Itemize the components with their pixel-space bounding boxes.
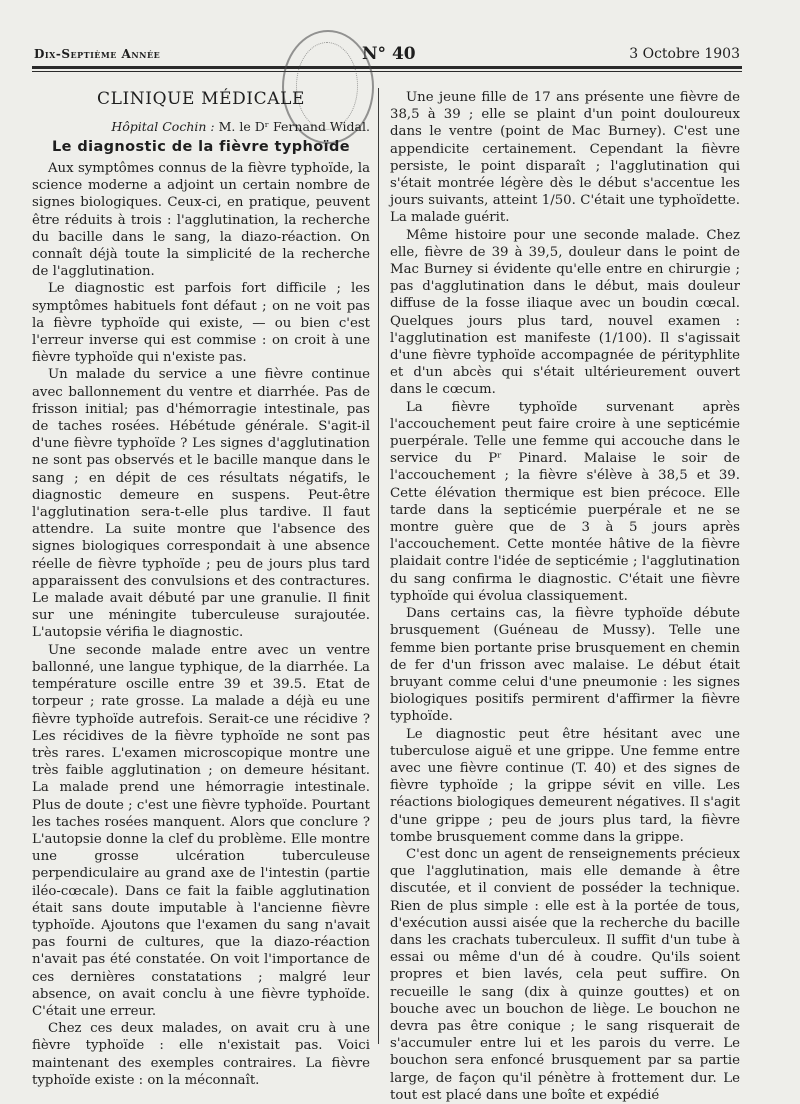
volume-year: Dix-Septième Année — [34, 47, 161, 61]
paragraph: La fièvre typhoïde survenant après l'accouchement peut faire croire à une septicémie puerpérale. Telle une femme qui accouche dans le service du Pʳ Pinard. Malaise le soir de l'accouchement ; la fièvre s'élève à 38,5 et 39. Cette élévation thermique est bien précoce. Elle tarde dans la septicémie puerpérale et ne se montre guère que de 3 à 5 jours après l'accouchement. Cette montée hâtive de la fièvre plaidait contre l'idée de septicémie ; l'agglutination du sang confirma le diagnostic. C'était une fièvre typhoïde qui évolua classiquement. — [390, 399, 740, 604]
paragraph: C'est donc un agent de renseignements précieux que l'agglutination, mais elle demande à être discutée, et il convient de posséder la technique. Rien de plus simple : elle est à la portée de tous, d'exécution aussi aisée que la recherche du bacille dans les crachats tuberculeux. Il suffit d'un tube à essai ou même d'un dé à coudre. Qu'ils soient propres et bien lavés, cela peut suffire. On recueille le sang (dix à quinze gouttes) et on bouche avec un bouchon de liège. Le bouchon ne devra pas être conique ; le sang risquerait de s'accumuler entre lui et les parois du verre. Le bouchon sera enfoncé brusquement par sa partie large, de façon qu'il pénètre à frottement dur. Le tout est placé dans une boîte et expédié — [390, 846, 740, 1103]
paragraph: Le diagnostic est parfois fort difficile ; les symptômes habituels font défaut ; on ne voit pas la fièvre typhoïde qui existe, — ou bien c'est l'erreur inverse qui est commise : on croit à une fièvre typhoïde qui n'existe pas. — [32, 281, 370, 366]
issue-number: N° 40 — [362, 44, 416, 64]
paragraph: Le diagnostic peut être hésitant avec une tuberculose aiguë et une grippe. Une femme entre avec une fièvre continue (T. 40) et des signes de fièvre typhoïde ; la grippe sévit en ville. Les réactions biologiques demeurent négatives. Il s'agit d'une grippe ; peu de jours plus tard, la fièvre tombe brusquement comme dans la grippe. — [390, 726, 740, 845]
paragraph: Une seconde malade entre avec un ventre ballonné, une langue typhique, de la diarrhée. La température oscille entre 39 et 39.5. Etat de torpeur ; rate grosse. La malade a déjà eu une fièvre typhoïde autrefois. Serait-ce une récidive ? Les récidives de la fièvre typhoïde ne sont pas très rares. L'examen microscopique montre une très faible agglutination ; on demeure hésitant. La malade prend une hémorragie intestinale. Plus de doute ; c'est une fièvre typhoïde. Pourtant les taches rosées manquent. Alors que conclure ? L'autopsie donne la clef du problème. Elle montre une grosse ulcération tuberculeuse perpendiculaire au grand axe de l'intestin (partie iléo-cœcale). Dans ce fait la faible agglutination était sans doute imputable à l'ancienne fièvre typhoïde. Ajoutons que l'examen du sang n'avait pas fourni de cultures, que la diazo-réaction n'avait pas été constatée. On voit l'importance de ces dernières constatations ; malgré leur absence, on avait conclu à une fièvre typhoïde. C'était une erreur. — [32, 642, 370, 1019]
byline — [32, 118, 370, 136]
author-name: M. le Dʳ Fernand Widal. — [218, 119, 370, 134]
right-column — [390, 89, 740, 1104]
paragraph: Un malade du service a une fièvre continue avec ballonnement du ventre et diarrhée. Pas de frisson initial; pas d'hémorragie intestinale, pas de taches rosées. Hébétude générale. S'agit-il d'une fièvre typhoïde ? Les signes d'agglutination ne sont pas observés et le bacille manque dans le sang ; en dépit de ces résultats négatifs, le diagnostic demeure en suspens. Peut-être l'agglutination sera-t-elle plus tardive. Il faut attendre. La suite montre que l'absence des signes biologiques correspondait à une absence réelle de fièvre typhoïde ; peu de jours plus tard apparaissent des convulsions et des contractures. Le malade avait débuté par une granulie. Il finit sur une méningite tuberculeuse surajoutée. L'autopsie vérifia le diagnostic. — [32, 367, 370, 641]
header-rule-thin — [32, 71, 742, 72]
paragraph: Aux symptômes connus de la fièvre typhoïde, la science moderne a adjoint un certain nombre de signes biologiques. Ceux-ci, en pratique, peuvent être réduits à trois : l'agglutination, la recherche du bacille dans le sang, la diazo-réaction. On connaît déjà toute la simplicité de la recherche de l'agglutination. — [32, 161, 370, 280]
paragraph: Dans certains cas, la fièvre typhoïde débute brusquement (Guéneau de Mussy). Telle une femme bien portante prise brusquement en chemin de fer d'un frisson avec malaise. Le début était bruyant comme celui d'une pneumonie : les signes biologiques positifs permirent d'affirmer la fièvre typhoïde. — [390, 606, 740, 725]
paragraph: Une jeune fille de 17 ans présente une fièvre de 38,5 à 39 ; elle se plaint d'un point douloureux dans le ventre (point de Mac Burney). C'est une appendicite certainement. Cependant la fièvre persiste, le point disparaît ; l'agglutination qui s'était montrée légère dès le début s'accentue les jours suivants, atteint 1/50. C'était une typhoïdette. La malade guérit. — [390, 90, 740, 226]
issue-date: 3 Octobre 1903 — [629, 46, 740, 62]
hospital-name: Hôpital Cochin : — [111, 119, 215, 134]
left-column — [32, 86, 370, 1089]
page-header — [34, 44, 740, 68]
paragraph: Même histoire pour une seconde malade. Chez elle, fièvre de 39 à 39,5, douleur dans le point de Mac Burney si évidente qu'elle entre en chirurgie ; pas d'agglutination dans le début, mais douleur diffuse de la fosse iliaque avec un boudin cœcal. Quelques jours plus tard, nouvel examen : l'agglutination est manifeste (1/100). Il s'agissait d'une fièvre typhoïde accompagnée de pérityphlite et d'un abcès qui s'était ultérieurement ouvert dans le cœcum. — [390, 227, 740, 398]
section-title: CLINIQUE MÉDICALE — [96, 89, 306, 109]
column-divider — [378, 88, 379, 1044]
header-rule — [32, 66, 742, 69]
article-title: Le diagnostic de la fièvre typhoïde — [52, 139, 350, 155]
paragraph: Chez ces deux malades, on avait cru à une fièvre typhoïde : elle n'existait pas. Voici maintenant des exemples contraires. La fièvre typhoïde existe : on la méconnaît. — [32, 1021, 370, 1088]
